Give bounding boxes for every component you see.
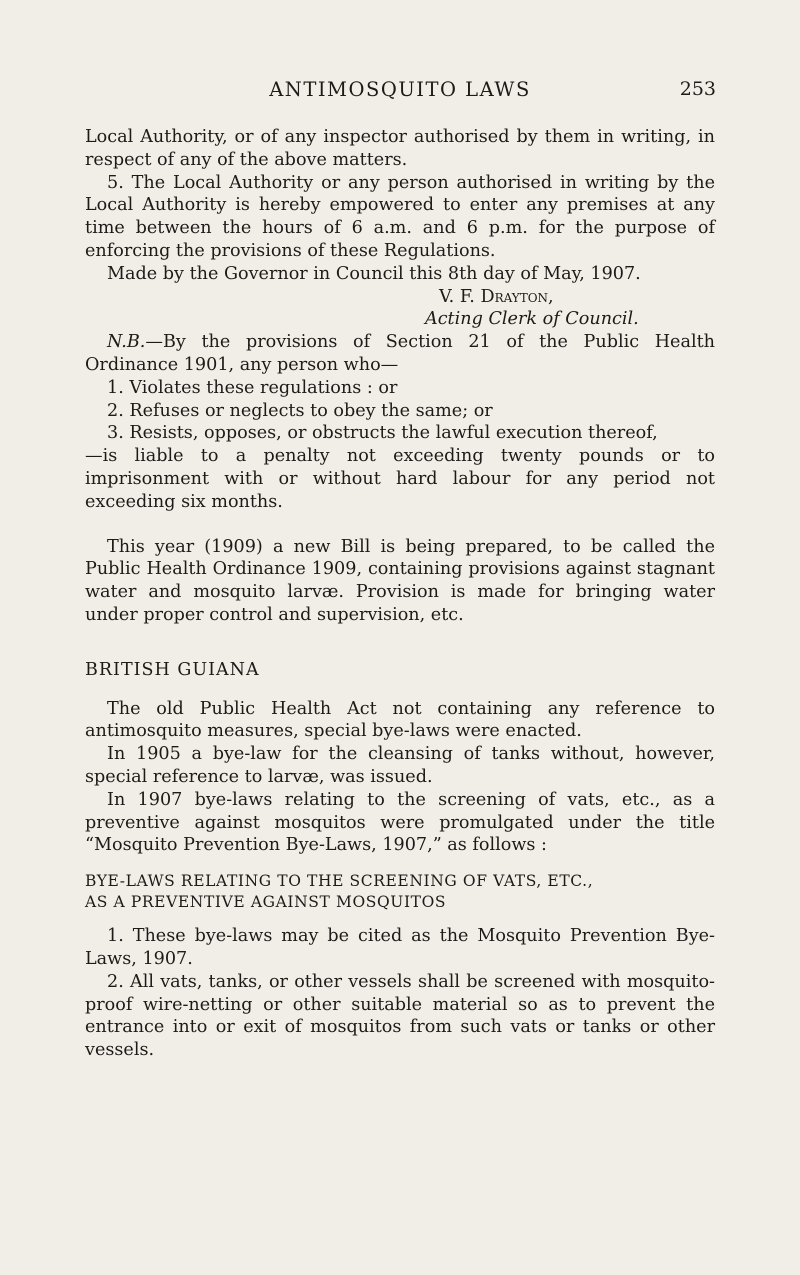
- spacer: [85, 913, 715, 925]
- paragraph: In 1907 bye-laws relating to the screening of vats, etc., as a preventive against mosquitos were promulgated under the title “Mosquito Prevention Bye-Laws, 1907,” as follows :: [85, 789, 715, 856]
- signature-title: Acting Clerk of Council.: [425, 309, 639, 330]
- page-number: 253: [679, 78, 716, 100]
- nb-tail: —is liable to a penalty not exceeding twenty pounds or to imprisonment with or without hard labour for any period not exceeding six months.: [85, 446, 715, 512]
- paragraph: The old Public Health Act not containing any reference to antimosquito measures, special bye-laws were enacted.: [85, 698, 715, 742]
- bye-law-clause: 2. All vats, tanks, or other vessels shall be screened with mosquito-proof wire-netting or other suitable material so as to prevent the entrance into or exit of mosquitos from such vats or tanks or other vessels.: [85, 971, 715, 1061]
- section-heading: BRITISH GUIANA: [85, 659, 260, 680]
- spacer: [85, 627, 715, 659]
- spacer: [85, 514, 715, 536]
- nb-item: 3. Resists, opposes, or obstructs the lawful execution thereof,: [107, 423, 658, 444]
- spacer: [85, 857, 715, 871]
- paragraph: In 1905 a bye-law for the cleansing of tanks without, however, special reference to larvæ, was issued.: [85, 744, 715, 787]
- nb-item: 2. Refuses or neglects to obey the same; or: [107, 400, 493, 421]
- paragraph: 5. The Local Authority or any person authorised in writing by the Local Authority is hereby empowered to enter any premises at any time between the hours of 6 a.m. and 6 p.m. for the purpose of enforcing the provisions of these Regulations.: [85, 172, 715, 261]
- subheading-line: AS A PREVENTIVE AGAINST MOSQUITOS: [85, 893, 447, 912]
- nota-bene: [85, 331, 715, 377]
- paragraph: Made by the Governor in Council this 8th day of May, 1907.: [107, 263, 641, 284]
- running-head: [0, 78, 800, 108]
- nb-label: N.B.: [107, 332, 146, 353]
- nb-item: 1. Violates these regulations : or: [107, 377, 398, 398]
- spacer: [85, 682, 715, 698]
- subheading-line: BYE-LAWS RELATING TO THE SCREENING OF VATS, ETC.,: [85, 872, 594, 891]
- running-head-title: ANTIMOSQUITO LAWS: [269, 78, 531, 101]
- paragraph: This year (1909) a new Bill is being prepared, to be called the Public Health Ordinance 1909, containing provisions against stagnant water and mosquito larvæ. Provision is made for bringing water under proper control and supervision, etc.: [85, 536, 715, 625]
- body-text: [85, 126, 715, 1062]
- nb-text: —By the provisions of Section 21 of the Public Health Ordinance 1901, any person who—: [85, 332, 715, 375]
- bye-law-clause: 1. These bye-laws may be cited as the Mosquito Prevention Bye-Laws, 1907.: [85, 926, 715, 969]
- paragraph: Local Authority, or of any inspector authorised by them in writing, in respect of any of the above matters.: [85, 127, 715, 170]
- signature-name: V. F. Drayton,: [439, 286, 554, 307]
